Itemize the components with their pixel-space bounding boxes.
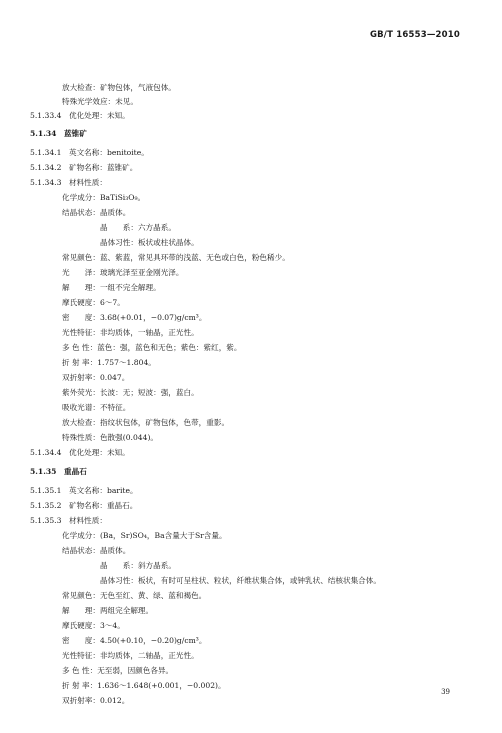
text-line: 光 泽：玻璃光泽至亚金刚光泽。 [62, 268, 184, 277]
text-line: 双折射率：0.047。 [62, 373, 130, 382]
text-line: 密 度：4.50(+0.10，−0.20)g/cm³。 [62, 636, 207, 645]
text-line: 常见颜色：无色至红、黄、绿、蓝和褐色。 [62, 591, 207, 600]
subsection-line: 5.1.34.1 英文名称：benitoite。 [30, 148, 149, 157]
text-line: 特殊性质：色散强(0.044)。 [62, 433, 159, 442]
text-line: 结晶状态：晶质体。 [62, 546, 131, 555]
text-line: 特殊光学效应：未见。 [62, 97, 138, 106]
page-number: 39 [441, 688, 450, 696]
text-line: 吸收光谱：不特征。 [62, 403, 131, 412]
text-line: 光性特征：非均质体，二轴晶，正光性。 [62, 651, 199, 660]
text-line: 密 度：3.68(+0.01，−0.07)g/cm³。 [62, 313, 207, 322]
text-line: 解 理：一组不完全解理。 [62, 283, 161, 292]
subsection-line: 5.1.35.1 英文名称：barite。 [30, 486, 138, 495]
subsection-line: 5.1.34.2 矿物名称：蓝锥矿。 [30, 163, 138, 172]
text-line: 多 色 性：蓝色：强，蓝色和无色；紫色：紫红，紫。 [62, 343, 242, 352]
text-line: 晶 系：六方晶系。 [100, 223, 176, 232]
text-line: 光性特征：非均质体，一轴晶，正光性。 [62, 328, 199, 337]
text-line: 折 射 率：1.757～1.804。 [62, 358, 156, 367]
text-line: 结晶状态：晶质体。 [62, 208, 131, 217]
subsection-line: 5.1.34.3 材料性质： [30, 178, 107, 187]
section-heading: 5.1.35 重晶石 [30, 467, 87, 476]
text-line: 放大检查：指纹状包体，矿物包体，色带，重影。 [62, 418, 230, 427]
subsection-line: 5.1.35.3 材料性质： [30, 516, 107, 525]
text-line: 紫外荧光：长波：无；短波：强，蓝白。 [62, 388, 199, 397]
text-line: 解 理：两组完全解理。 [62, 606, 154, 615]
section-heading: 5.1.34 蓝锥矿 [30, 129, 87, 138]
page-header: GB/T 16553—2010 [369, 30, 460, 40]
text-line: 化学成分：BaTiSi₃O₉。 [62, 193, 146, 202]
text-line: 摩氏硬度：3～4。 [62, 621, 125, 630]
subsection-line: 5.1.33.4 优化处理：未知。 [30, 111, 130, 120]
text-line: 折 射 率：1.636～1.648(+0.001，−0.002)。 [62, 681, 226, 690]
text-line: 双折射率：0.012。 [62, 696, 130, 705]
text-line: 多 色 性：无至弱，因颜色各异。 [62, 666, 174, 675]
subsection-line: 5.1.34.4 优化处理：未知。 [30, 448, 130, 457]
text-line: 摩氏硬度：6～7。 [62, 298, 125, 307]
text-line: 晶体习性：板状，有时可呈柱状、粒状，纤维状集合体，或钟乳状、结核状集合体。 [100, 576, 381, 585]
text-line: 常见颜色：蓝、紫蓝，常见具环带的浅蓝、无色或白色，粉色稀少。 [62, 253, 290, 262]
text-line: 化学成分：(Ba，Sr)SO₄，Ba含量大于Sr含量。 [62, 531, 227, 540]
subsection-line: 5.1.35.2 矿物名称：重晶石。 [30, 501, 138, 510]
text-line: 晶体习性：板状或柱状晶体。 [100, 238, 199, 247]
text-line: 放大检查：矿物包体，气液包体。 [62, 83, 176, 92]
text-line: 晶 系：斜方晶系。 [100, 561, 176, 570]
